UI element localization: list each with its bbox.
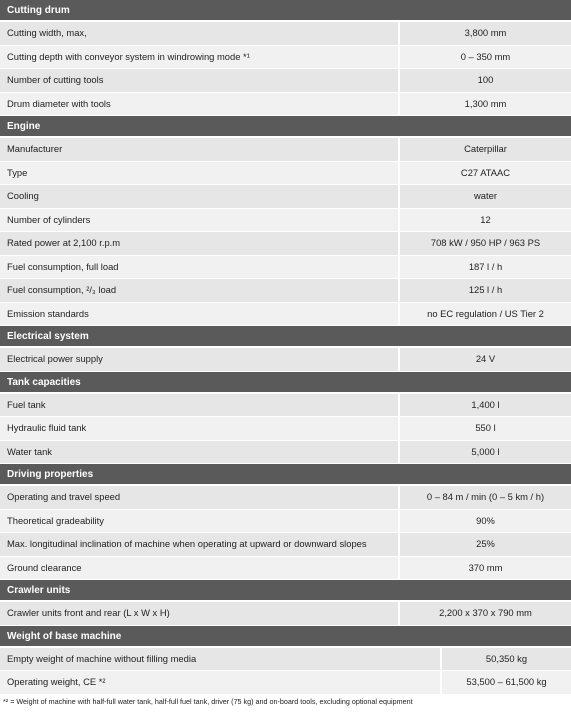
spec-row: [0, 648, 571, 672]
spec-row: [0, 441, 571, 465]
spec-label: Number of cutting tools: [0, 69, 400, 92]
spec-row: [0, 303, 571, 327]
spec-value: 0 – 350 mm: [400, 46, 571, 69]
section-header: Tank capacities: [0, 372, 571, 394]
spec-label: Drum diameter with tools: [0, 93, 400, 116]
spec-value: water: [400, 185, 571, 208]
spec-value: C27 ATAAC: [400, 162, 571, 185]
spec-label: Manufacturer: [0, 138, 400, 161]
spec-label: Empty weight of machine without filling media: [0, 648, 442, 671]
spec-value: 53,500 – 61,500 kg: [442, 671, 571, 694]
spec-label: Fuel tank: [0, 394, 400, 417]
spec-label: Rated power at 2,100 r.p.m: [0, 232, 400, 255]
spec-row: [0, 394, 571, 418]
spec-value: no EC regulation / US Tier 2: [400, 303, 571, 326]
spec-label: Fuel consumption, full load: [0, 256, 400, 279]
spec-row: [0, 138, 571, 162]
spec-row: [0, 93, 571, 117]
spec-row: [0, 232, 571, 256]
spec-row: [0, 486, 571, 510]
spec-value: 125 l / h: [400, 279, 571, 302]
spec-label: Water tank: [0, 441, 400, 464]
section-header: Crawler units: [0, 580, 571, 602]
spec-label: Operating weight, CE *²: [0, 671, 442, 694]
spec-label: Fuel consumption, ²/₃ load: [0, 279, 400, 302]
section-header: Engine: [0, 116, 571, 138]
spec-row: [0, 602, 571, 626]
spec-row: [0, 671, 571, 695]
section-header: Weight of base machine: [0, 626, 571, 648]
spec-value: 25%: [400, 533, 571, 556]
spec-row: [0, 417, 571, 441]
spec-label: Theoretical gradeability: [0, 510, 400, 533]
spec-row: [0, 533, 571, 557]
spec-value: 90%: [400, 510, 571, 533]
section-header: Cutting drum: [0, 0, 571, 22]
spec-value: 50,350 kg: [442, 648, 571, 671]
spec-value: Caterpillar: [400, 138, 571, 161]
spec-value: 24 V: [400, 348, 571, 371]
spec-row: [0, 510, 571, 534]
spec-label: Cooling: [0, 185, 400, 208]
spec-value: 1,400 l: [400, 394, 571, 417]
spec-value: 0 – 84 m / min (0 – 5 km / h): [400, 486, 571, 509]
section-header: Electrical system: [0, 326, 571, 348]
spec-label: Cutting width, max,: [0, 22, 400, 45]
spec-value: 708 kW / 950 HP / 963 PS: [400, 232, 571, 255]
spec-row: [0, 22, 571, 46]
spec-label: Type: [0, 162, 400, 185]
spec-label: Max. longitudinal inclination of machine when operating at upward or downward slopes: [0, 533, 400, 556]
spec-row: [0, 162, 571, 186]
spec-value: 12: [400, 209, 571, 232]
spec-row: [0, 348, 571, 372]
spec-row: [0, 46, 571, 70]
spec-value: 187 l / h: [400, 256, 571, 279]
spec-row: [0, 185, 571, 209]
spec-row: [0, 209, 571, 233]
spec-label: Crawler units front and rear (L x W x H): [0, 602, 400, 625]
spec-label: Number of cylinders: [0, 209, 400, 232]
spec-row: [0, 279, 571, 303]
spec-label: Electrical power supply: [0, 348, 400, 371]
footnote: *² = Weight of machine with half-full water tank, half-full fuel tank, driver (75 kg) and on-board tools, excluding optional equipment: [3, 696, 413, 706]
spec-label: Hydraulic fluid tank: [0, 417, 400, 440]
spec-row: [0, 256, 571, 280]
spec-value: 370 mm: [400, 557, 571, 580]
spec-label: Cutting depth with conveyor system in windrowing mode *¹: [0, 46, 400, 69]
spec-row: [0, 69, 571, 93]
spec-label: Operating and travel speed: [0, 486, 400, 509]
spec-value: 1,300 mm: [400, 93, 571, 116]
spec-value: 550 l: [400, 417, 571, 440]
spec-value: 2,200 x 370 x 790 mm: [400, 602, 571, 625]
section-header: Driving properties: [0, 464, 571, 486]
spec-row: [0, 557, 571, 581]
spec-value: 100: [400, 69, 571, 92]
spec-value: 5,000 l: [400, 441, 571, 464]
spec-label: Emission standards: [0, 303, 400, 326]
spec-value: 3,800 mm: [400, 22, 571, 45]
spec-label: Ground clearance: [0, 557, 400, 580]
